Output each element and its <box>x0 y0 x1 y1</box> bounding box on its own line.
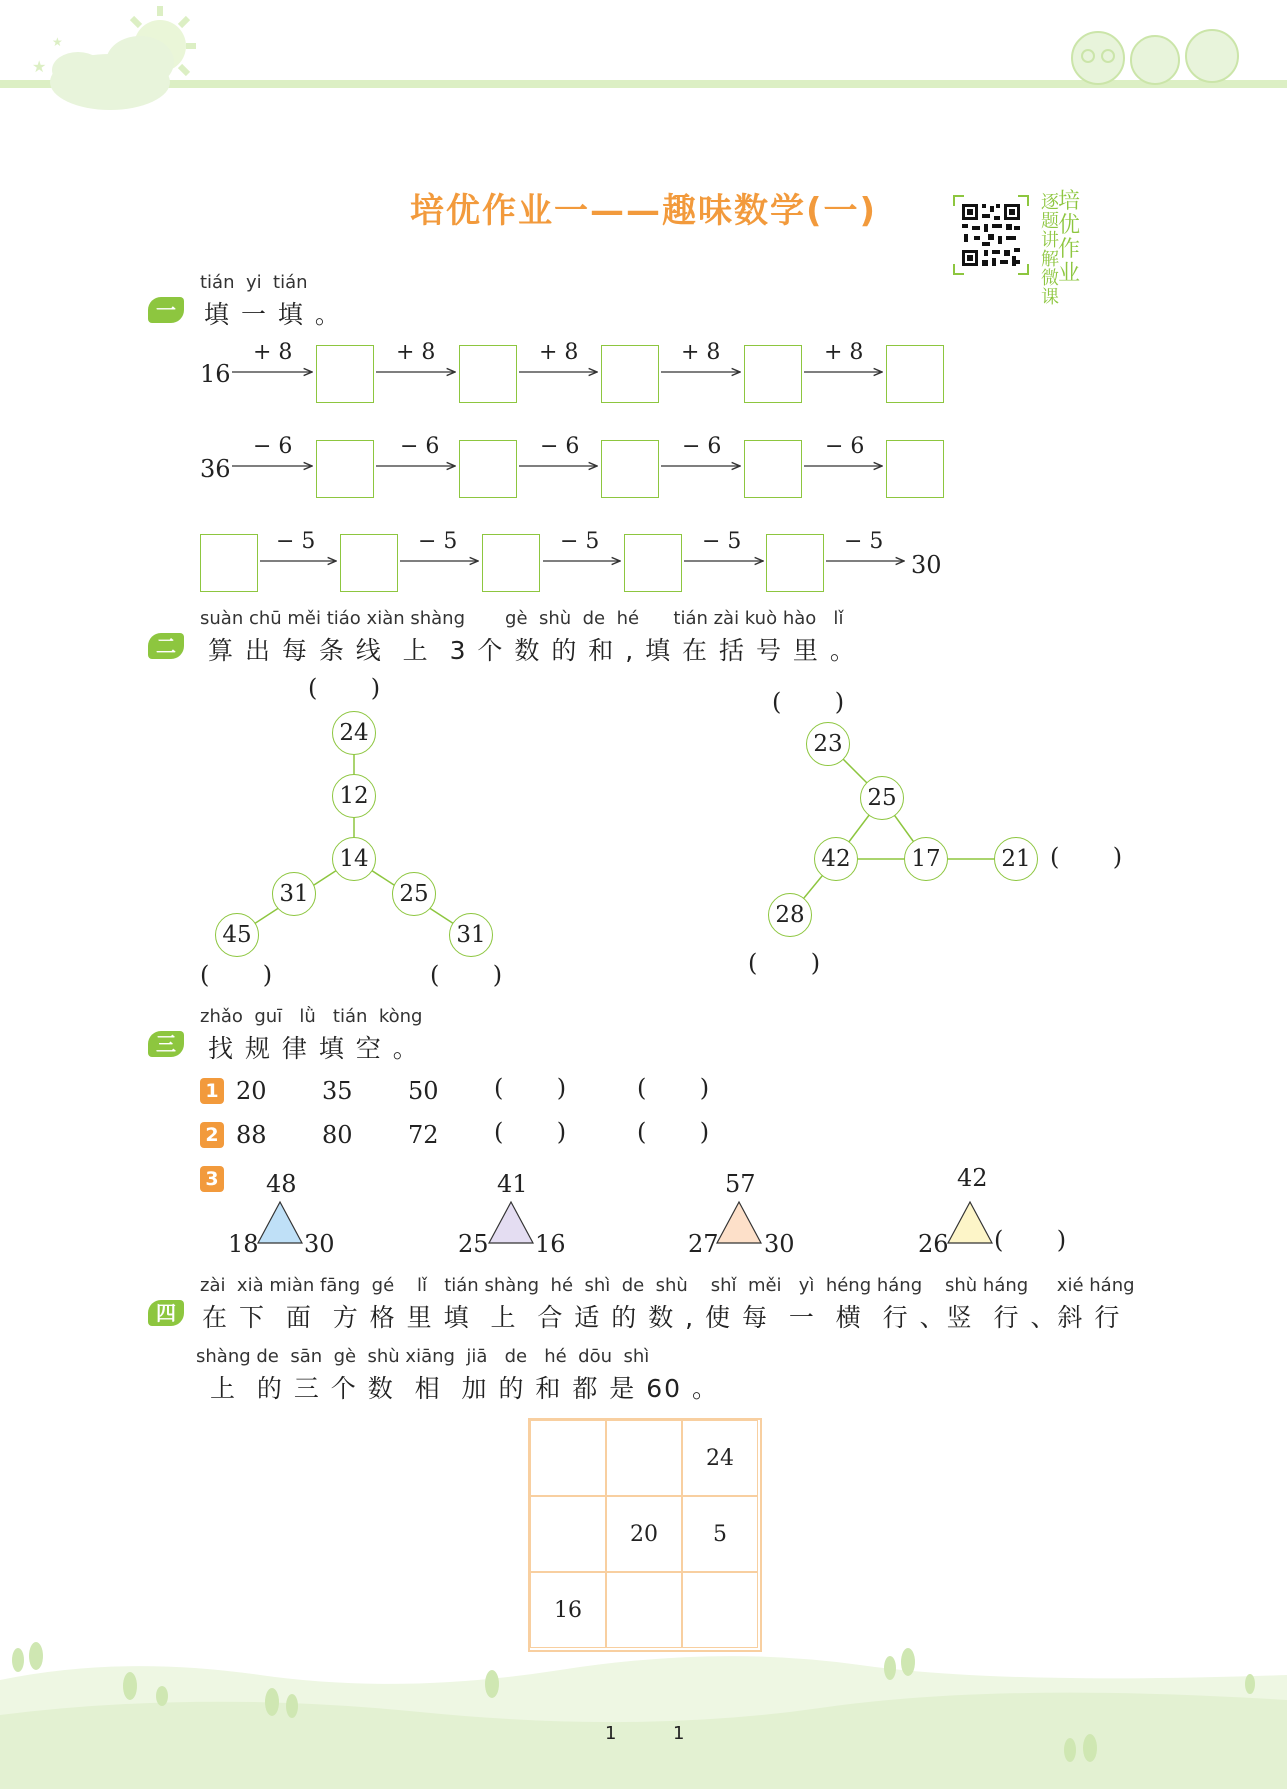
triangle-left: 25 <box>458 1230 489 1258</box>
q1-row1-start: 16 <box>200 360 231 388</box>
triangle-right: 30 <box>304 1230 335 1258</box>
number-circle: 21 <box>994 837 1038 881</box>
answer-parentheses[interactable]: ( ) <box>494 1074 567 1102</box>
grid-cell[interactable] <box>530 1496 606 1572</box>
number-circle: 17 <box>904 837 948 881</box>
triangle-top: 57 <box>725 1170 756 1198</box>
q1-row3-op: − 5 <box>560 529 600 554</box>
number-circle: 31 <box>449 913 493 957</box>
q1-row3-end: 30 <box>911 551 942 579</box>
triangle-top: 48 <box>266 1170 297 1198</box>
triangle-right: 30 <box>764 1230 795 1258</box>
q1-row2-op: − 6 <box>400 434 440 459</box>
page-number: 1 <box>673 1723 685 1744</box>
number-circle: 25 <box>392 872 436 916</box>
sequence-value: 72 <box>408 1121 439 1149</box>
number-circle: 45 <box>215 913 259 957</box>
q3-instruction: 找 规 律 填 空 。 <box>208 1034 420 1063</box>
sequence-value: 35 <box>322 1077 353 1105</box>
item-number-badge: 2 <box>200 1122 224 1148</box>
grid-cell[interactable] <box>606 1420 682 1496</box>
footer-landscape <box>0 1620 1287 1789</box>
triangle-left: 27 <box>688 1230 719 1258</box>
q1-row1-op: + 8 <box>681 340 721 365</box>
triangle-left: 18 <box>228 1230 259 1258</box>
q1-instruction: 填 一 填 。 <box>204 300 342 329</box>
q2-instruction: 算 出 每 条 线 上 3 个 数 的 和 , 填 在 括 号 里 。 <box>208 636 857 665</box>
page-number: 1 <box>605 1723 617 1744</box>
triangle-right: 16 <box>535 1230 566 1258</box>
item-number-badge: 3 <box>200 1166 224 1192</box>
sequence-value: 50 <box>408 1077 439 1105</box>
grid-cell[interactable] <box>530 1420 606 1496</box>
q4-badge: 四 <box>148 1300 184 1326</box>
q1-row3-op: − 5 <box>702 529 742 554</box>
number-circle: 24 <box>332 711 376 755</box>
q1-row2-op: − 6 <box>682 434 722 459</box>
sequence-value: 80 <box>322 1121 353 1149</box>
q4-pinyin-line2: shàng de sān gè shù xiāng jiā de hé dōu shì <box>196 1346 650 1367</box>
answer-parentheses[interactable]: ( ) <box>494 1118 567 1146</box>
q1-badge: 一 <box>148 297 184 323</box>
q4-pinyin-line1: zài xià miàn fāng gé lǐ tián shàng hé shì de shù shǐ měi yì héng háng shù háng xié háng <box>200 1275 1135 1296</box>
answer-parentheses[interactable]: ( ) <box>994 1226 1067 1254</box>
sequence-value: 88 <box>236 1121 267 1149</box>
triangle-left: 26 <box>918 1230 949 1258</box>
sequence-value: 20 <box>236 1077 267 1105</box>
answer-parentheses[interactable]: ( ) <box>748 949 821 977</box>
q1-pinyin: tián yi tián <box>200 272 308 293</box>
q1-row2-op: − 6 <box>540 434 580 459</box>
answer-parentheses[interactable]: ( ) <box>772 688 845 716</box>
number-circle: 25 <box>860 776 904 820</box>
svg-text:★: ★ <box>52 35 63 49</box>
q4-instruction-line1: 在 下 面 方 格 里 填 上 合 适 的 数 , 使 每 一 横 行 、竖 行 、斜 行 <box>202 1303 1122 1332</box>
q2-badge: 二 <box>148 633 184 659</box>
q1-row1-op: + 8 <box>824 340 864 365</box>
q2-pinyin: suàn chū měi tiáo xiàn shàng gè shù de hé tián zài kuò hào lǐ <box>200 608 844 629</box>
worksheet-title: 培优作业一——趣味数学(一) <box>409 191 878 231</box>
q3-badge: 三 <box>148 1031 184 1057</box>
q1-row2-op: − 6 <box>825 434 865 459</box>
q3-pinyin: zhǎo guī lǜ tián kòng <box>200 1006 423 1027</box>
qr-label-left: 逐 题 讲 解 微 课 <box>1041 192 1059 308</box>
triangle-top: 41 <box>497 1170 528 1198</box>
number-circle: 23 <box>806 722 850 766</box>
svg-text:★: ★ <box>32 57 47 76</box>
number-circle: 42 <box>814 837 858 881</box>
item-number-badge: 1 <box>200 1078 224 1104</box>
magic-square-grid <box>528 1418 762 1652</box>
answer-parentheses[interactable]: ( ) <box>430 961 503 989</box>
grid-cell: 16 <box>530 1572 606 1648</box>
number-circle: 28 <box>768 893 812 937</box>
q1-row1-op: + 8 <box>539 340 579 365</box>
triangle-top: 42 <box>957 1164 988 1192</box>
q4-instruction-line2: 上 的 三 个 数 相 加 的 和 都 是 60 。 <box>210 1374 720 1403</box>
q1-row2-op: − 6 <box>253 434 293 459</box>
qr-label-right: 培 优 作 业 <box>1058 189 1081 286</box>
q1-row2-start: 36 <box>200 455 231 483</box>
grid-cell: 24 <box>682 1420 758 1496</box>
grid-cell: 5 <box>682 1496 758 1572</box>
number-circle: 12 <box>332 774 376 818</box>
answer-parentheses[interactable]: ( ) <box>637 1118 710 1146</box>
number-circle: 14 <box>332 837 376 881</box>
answer-parentheses[interactable]: ( ) <box>308 674 381 702</box>
answer-parentheses[interactable]: ( ) <box>200 961 273 989</box>
q1-row1-op: + 8 <box>396 340 436 365</box>
number-circle: 31 <box>272 872 316 916</box>
q1-row3-op: − 5 <box>844 529 884 554</box>
q1-row3-op: − 5 <box>418 529 458 554</box>
q1-row3-op: − 5 <box>276 529 316 554</box>
grid-cell: 20 <box>606 1496 682 1572</box>
answer-parentheses[interactable]: ( ) <box>1050 843 1123 871</box>
q1-row1-op: + 8 <box>253 340 293 365</box>
answer-parentheses[interactable]: ( ) <box>637 1074 710 1102</box>
